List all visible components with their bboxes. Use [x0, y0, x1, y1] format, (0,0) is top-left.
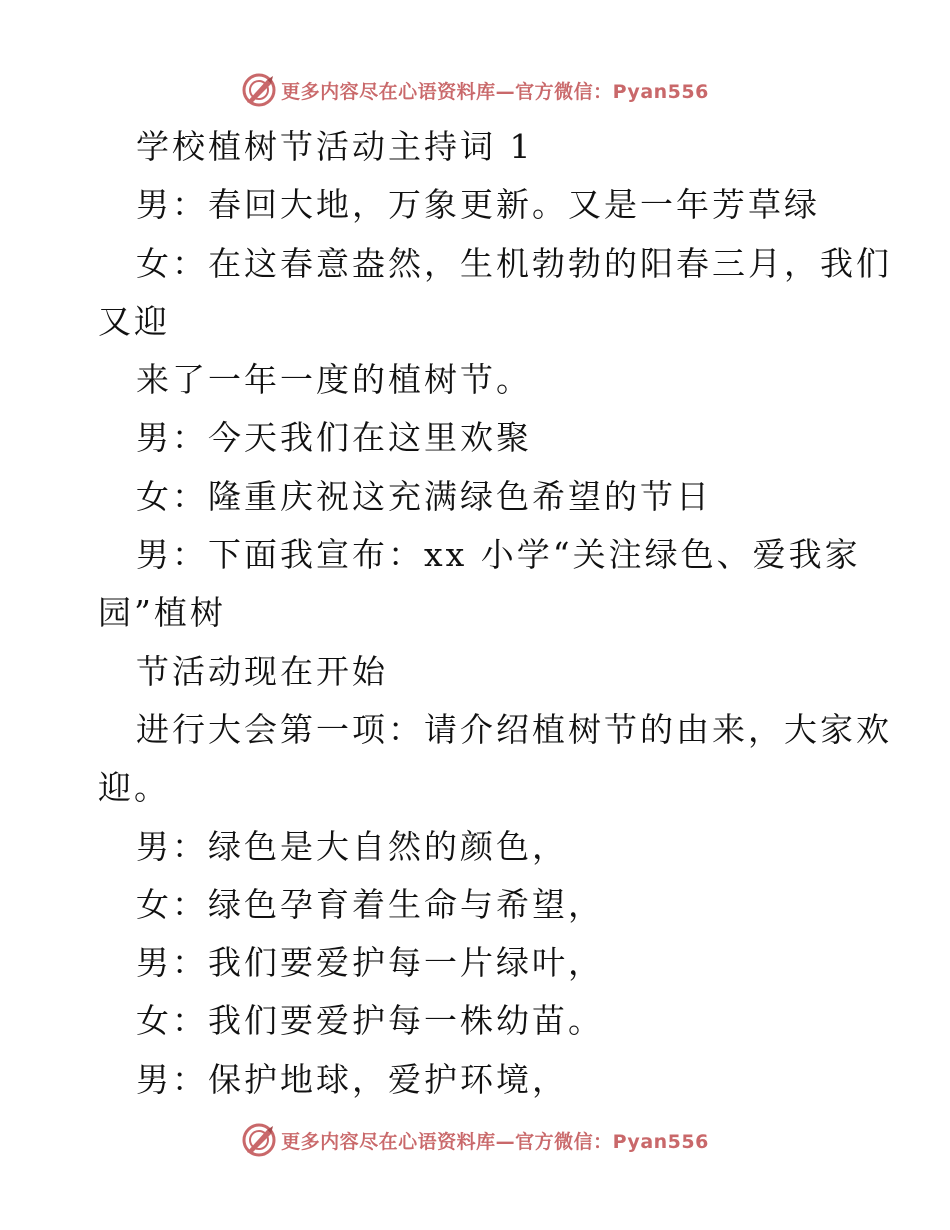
doc-line: 男：下面我宣布：xx 小学“关注绿色、爱我家 — [136, 535, 861, 575]
header-banner — [0, 70, 950, 110]
quill-pen-logo-icon — [241, 72, 277, 108]
doc-line: 男：春回大地，万象更新。又是一年芳草绿 — [136, 185, 820, 225]
doc-line: 女：我们要爱护每一株幼苗。 — [136, 1001, 604, 1041]
doc-line: 男：我们要爱护每一片绿叶， — [136, 943, 604, 983]
doc-line: 学校植树节活动主持词 1 — [136, 127, 534, 166]
doc-line: 男：今天我们在这里欢聚 — [136, 418, 532, 458]
doc-line: 男：保护地球，爱护环境， — [136, 1059, 568, 1099]
doc-line: 又迎 — [98, 301, 170, 341]
doc-line: 园”植树 — [98, 593, 226, 633]
doc-line: 进行大会第一项：请介绍植树节的由来，大家欢 — [136, 709, 892, 749]
doc-line: 男：绿色是大自然的颜色， — [136, 826, 568, 866]
doc-line: 女：在这春意盎然，生机勃勃的阳春三月，我们 — [136, 243, 892, 283]
doc-line: 节活动现在开始 — [136, 651, 388, 691]
doc-line: 迎。 — [98, 768, 170, 808]
footer-banner-text: 更多内容尽在心语资料库—官方微信：Pyan556 — [281, 1130, 709, 1153]
doc-line: 女：隆重庆祝这充满绿色希望的节日 — [136, 476, 712, 516]
header-banner-text: 更多内容尽在心语资料库—官方微信：Pyan556 — [281, 80, 709, 103]
doc-line: 女：绿色孕育着生命与希望， — [136, 884, 604, 924]
footer-banner — [0, 1120, 950, 1160]
doc-line: 来了一年一度的植树节。 — [136, 360, 532, 400]
quill-pen-logo-icon — [241, 1122, 277, 1158]
document-body — [98, 118, 892, 1109]
